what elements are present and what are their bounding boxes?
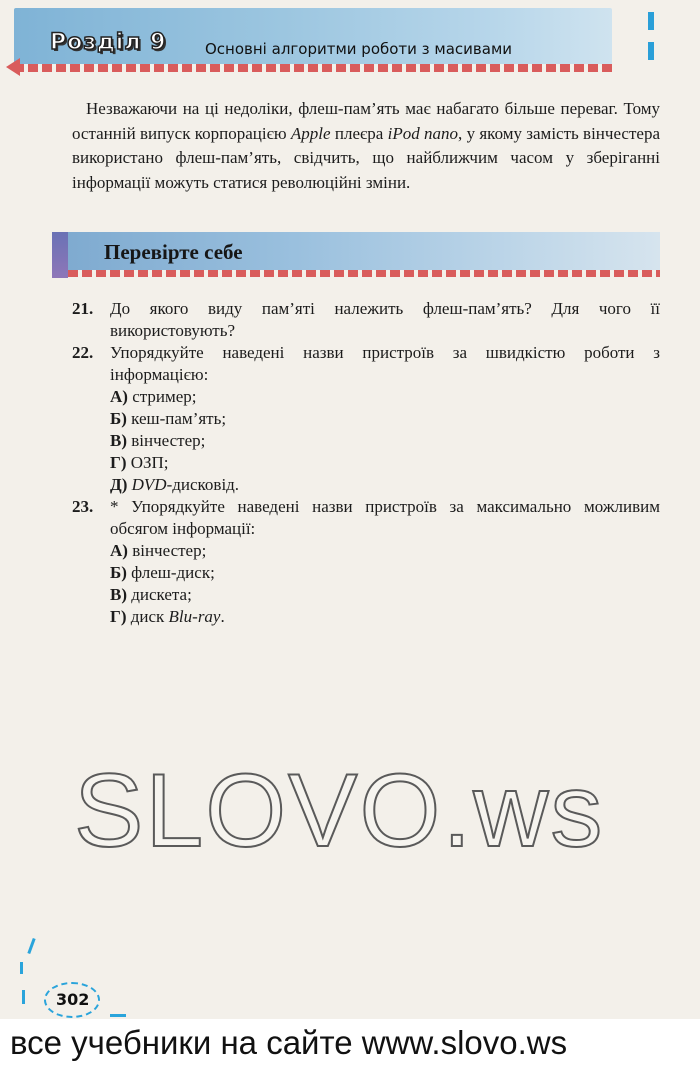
option-letter: В): [110, 431, 127, 450]
option-item: [110, 408, 226, 430]
option-item: [110, 452, 169, 474]
side-mark-top: [648, 12, 654, 30]
option-text: кеш-пам’ять;: [131, 409, 227, 428]
option-item: [110, 606, 225, 628]
check-stripe: [68, 270, 660, 277]
option-letter: А): [110, 387, 128, 406]
option-letter: Б): [110, 409, 127, 428]
option-letter: Б): [110, 563, 127, 582]
option-text: диск: [130, 607, 169, 626]
option-item: [110, 430, 205, 452]
option-italic: Blu-ray: [168, 607, 221, 626]
section-label: Розділ 9: [50, 30, 167, 55]
intro-product: iPod nano: [387, 123, 459, 143]
option-letter: Г): [110, 453, 127, 472]
deco-dash-icon: [20, 962, 23, 974]
deco-dash-icon: [110, 1014, 126, 1017]
question-23: [72, 496, 660, 540]
intro-text-3: , у якому замість вінчестера використано флеш-пам’ять, свідчить, що найближчим часом у зберіганні інформації можуть статися революційні зміни.: [72, 123, 660, 192]
question-text: * Упорядкуйте наведені назви пристроїв за максимально можливим обсягом інформації:: [110, 497, 660, 538]
option-text: стример;: [132, 387, 197, 406]
option-item: [110, 562, 215, 584]
option-italic: DVD: [131, 475, 167, 494]
footer-text: все учебники на сайте www.slovo.ws: [10, 1024, 568, 1061]
deco-dash-icon: [27, 938, 35, 954]
side-mark-bottom: [648, 42, 654, 60]
option-letter: Д): [110, 475, 128, 494]
intro-text-1: Незважаючи на ці недоліки, флеш-пам’ять має набагато більше переваг. Тому останній випуск корпорацією: [72, 99, 660, 143]
question-21: [72, 298, 660, 342]
option-item: [110, 386, 197, 408]
intro-paragraph: [72, 97, 660, 195]
option-item: [110, 474, 239, 496]
option-letter: А): [110, 541, 128, 560]
check-banner-accent: [52, 232, 68, 278]
option-text: вінчестер;: [132, 541, 207, 560]
intro-brand: Apple: [290, 123, 331, 143]
arrow-left-icon: [6, 58, 20, 76]
option-text: -дисковід.: [166, 475, 240, 494]
option-item: [110, 540, 206, 562]
option-letter: В): [110, 585, 127, 604]
section-title: Основні алгоритми роботи з масивами: [205, 40, 513, 58]
question-number: 22.: [72, 343, 94, 362]
option-text: дискета;: [131, 585, 192, 604]
question-number: 23.: [72, 497, 94, 516]
option-text: вінчестер;: [131, 431, 206, 450]
deco-dash-icon: [22, 990, 25, 1004]
watermark: SLOVO.ws: [74, 753, 605, 869]
option-letter: Г): [110, 607, 127, 626]
question-22: [72, 342, 660, 386]
question-text: Упорядкуйте наведені назви пристроїв за швидкістю роботи з інформацією:: [110, 343, 660, 384]
check-title: Перевірте себе: [104, 240, 243, 264]
option-text: флеш-диск;: [131, 563, 215, 582]
intro-text-2: плеєра: [330, 123, 388, 143]
option-item: [110, 584, 192, 606]
question-text: До якого виду пам’яті належить флеш-пам’ять? Для чого її використовують?: [110, 299, 660, 340]
option-text: ОЗП;: [130, 453, 169, 472]
header-stripe: [14, 64, 612, 72]
option-suffix: .: [220, 607, 225, 626]
page-number: 302: [56, 990, 90, 1009]
question-number: 21.: [72, 299, 94, 318]
